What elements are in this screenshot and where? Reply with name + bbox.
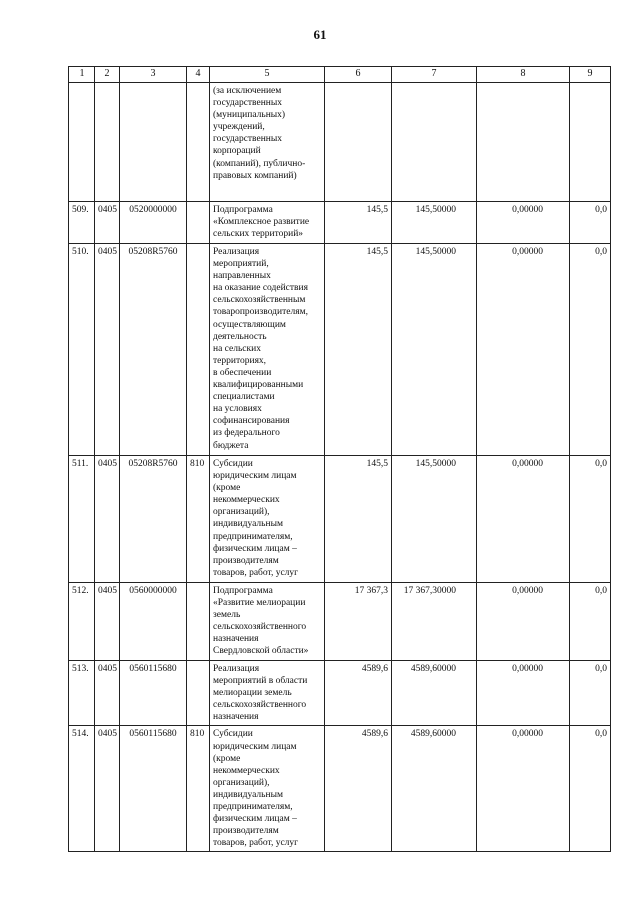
amount-col-6: 4589,6 [325, 726, 392, 852]
header-col-6: 6 [325, 67, 392, 83]
target-code: 0520000000 [120, 202, 187, 244]
expense-type: 810 [187, 456, 210, 583]
row-number: 513. [69, 661, 95, 726]
item-name: Подпрограмма «Развитие мелиорации земель сельскохозяйственного назначения Свердловской области» [210, 583, 325, 661]
amount-col-9: 0,0 [570, 202, 611, 244]
amount-col-6: 145,5 [325, 456, 392, 583]
table-row [69, 661, 611, 726]
amount-col-9: 0,0 [570, 661, 611, 726]
amount-col-7: 4589,60000 [392, 661, 477, 726]
row-number: 510. [69, 244, 95, 456]
header-col-7: 7 [392, 67, 477, 83]
table-row [69, 202, 611, 244]
amount-col-6: 145,5 [325, 244, 392, 456]
table-row [69, 83, 611, 202]
amount-col-8: 0,00000 [477, 661, 570, 726]
amount-col-7: 4589,60000 [392, 726, 477, 852]
expense-type [187, 202, 210, 244]
amount-col-8 [477, 83, 570, 202]
header-col-8: 8 [477, 67, 570, 83]
row-number: 509. [69, 202, 95, 244]
amount-col-7: 145,50000 [392, 202, 477, 244]
amount-col-7 [392, 83, 477, 202]
target-code [120, 83, 187, 202]
expense-type [187, 83, 210, 202]
header-col-2: 2 [95, 67, 120, 83]
table-body [69, 83, 611, 852]
amount-col-8: 0,00000 [477, 244, 570, 456]
amount-col-8: 0,00000 [477, 726, 570, 852]
amount-col-9: 0,0 [570, 244, 611, 456]
amount-col-9 [570, 83, 611, 202]
row-number [69, 83, 95, 202]
target-code: 0560000000 [120, 583, 187, 661]
amount-col-6: 4589,6 [325, 661, 392, 726]
item-name: Субсидии юридическим лицам (кроме некоммерческих организаций), индивидуальным предпринимателям, физическим лицам – производителям товаров, работ, услуг [210, 456, 325, 583]
row-number: 512. [69, 583, 95, 661]
table-row [69, 456, 611, 583]
expense-type: 810 [187, 726, 210, 852]
table-row [69, 583, 611, 661]
table-row [69, 244, 611, 456]
amount-col-6: 17 367,3 [325, 583, 392, 661]
header-row [69, 67, 611, 83]
header-col-9: 9 [570, 67, 611, 83]
amount-col-9: 0,0 [570, 456, 611, 583]
section-code: 0405 [95, 583, 120, 661]
amount-col-7: 17 367,30000 [392, 583, 477, 661]
section-code [95, 83, 120, 202]
amount-col-8: 0,00000 [477, 583, 570, 661]
amount-col-9: 0,0 [570, 726, 611, 852]
page-number: 61 [313, 27, 327, 42]
expense-type [187, 244, 210, 456]
header-col-4: 4 [187, 67, 210, 83]
table-header [69, 67, 611, 83]
header-col-1: 1 [69, 67, 95, 83]
target-code: 05208R5760 [120, 456, 187, 583]
target-code: 0560115680 [120, 661, 187, 726]
amount-col-8: 0,00000 [477, 202, 570, 244]
amount-col-7: 145,50000 [392, 456, 477, 583]
expense-type [187, 661, 210, 726]
item-name: (за исключением государственных (муниципальных) учреждений, государственных корпораций (компаний), публично- правовых компаний) [210, 83, 325, 202]
section-code: 0405 [95, 456, 120, 583]
item-name: Субсидии юридическим лицам (кроме некоммерческих организаций), индивидуальным предпринимателям, физическим лицам – производителям товаров, работ, услуг [210, 726, 325, 852]
section-code: 0405 [95, 244, 120, 456]
item-name: Реализация мероприятий, направленных на оказание содействия сельскохозяйственным товаропроизводителям, осуществляющим деятельность на сельских территориях, в обеспечении квалифицированными специалистами на условиях софинансирования из федерального бюджета [210, 244, 325, 456]
target-code: 05208R5760 [120, 244, 187, 456]
header-col-3: 3 [120, 67, 187, 83]
amount-col-8: 0,00000 [477, 456, 570, 583]
expense-type [187, 583, 210, 661]
amount-col-7: 145,50000 [392, 244, 477, 456]
budget-table [68, 66, 611, 852]
header-col-5: 5 [210, 67, 325, 83]
row-number: 514. [69, 726, 95, 852]
section-code: 0405 [95, 726, 120, 852]
section-code: 0405 [95, 661, 120, 726]
item-name: Реализация мероприятий в области мелиорации земель сельскохозяйственного назначения [210, 661, 325, 726]
amount-col-6: 145,5 [325, 202, 392, 244]
table-row [69, 726, 611, 852]
item-name: Подпрограмма «Комплексное развитие сельских территорий» [210, 202, 325, 244]
target-code: 0560115680 [120, 726, 187, 852]
amount-col-6 [325, 83, 392, 202]
amount-col-9: 0,0 [570, 583, 611, 661]
section-code: 0405 [95, 202, 120, 244]
row-number: 511. [69, 456, 95, 583]
